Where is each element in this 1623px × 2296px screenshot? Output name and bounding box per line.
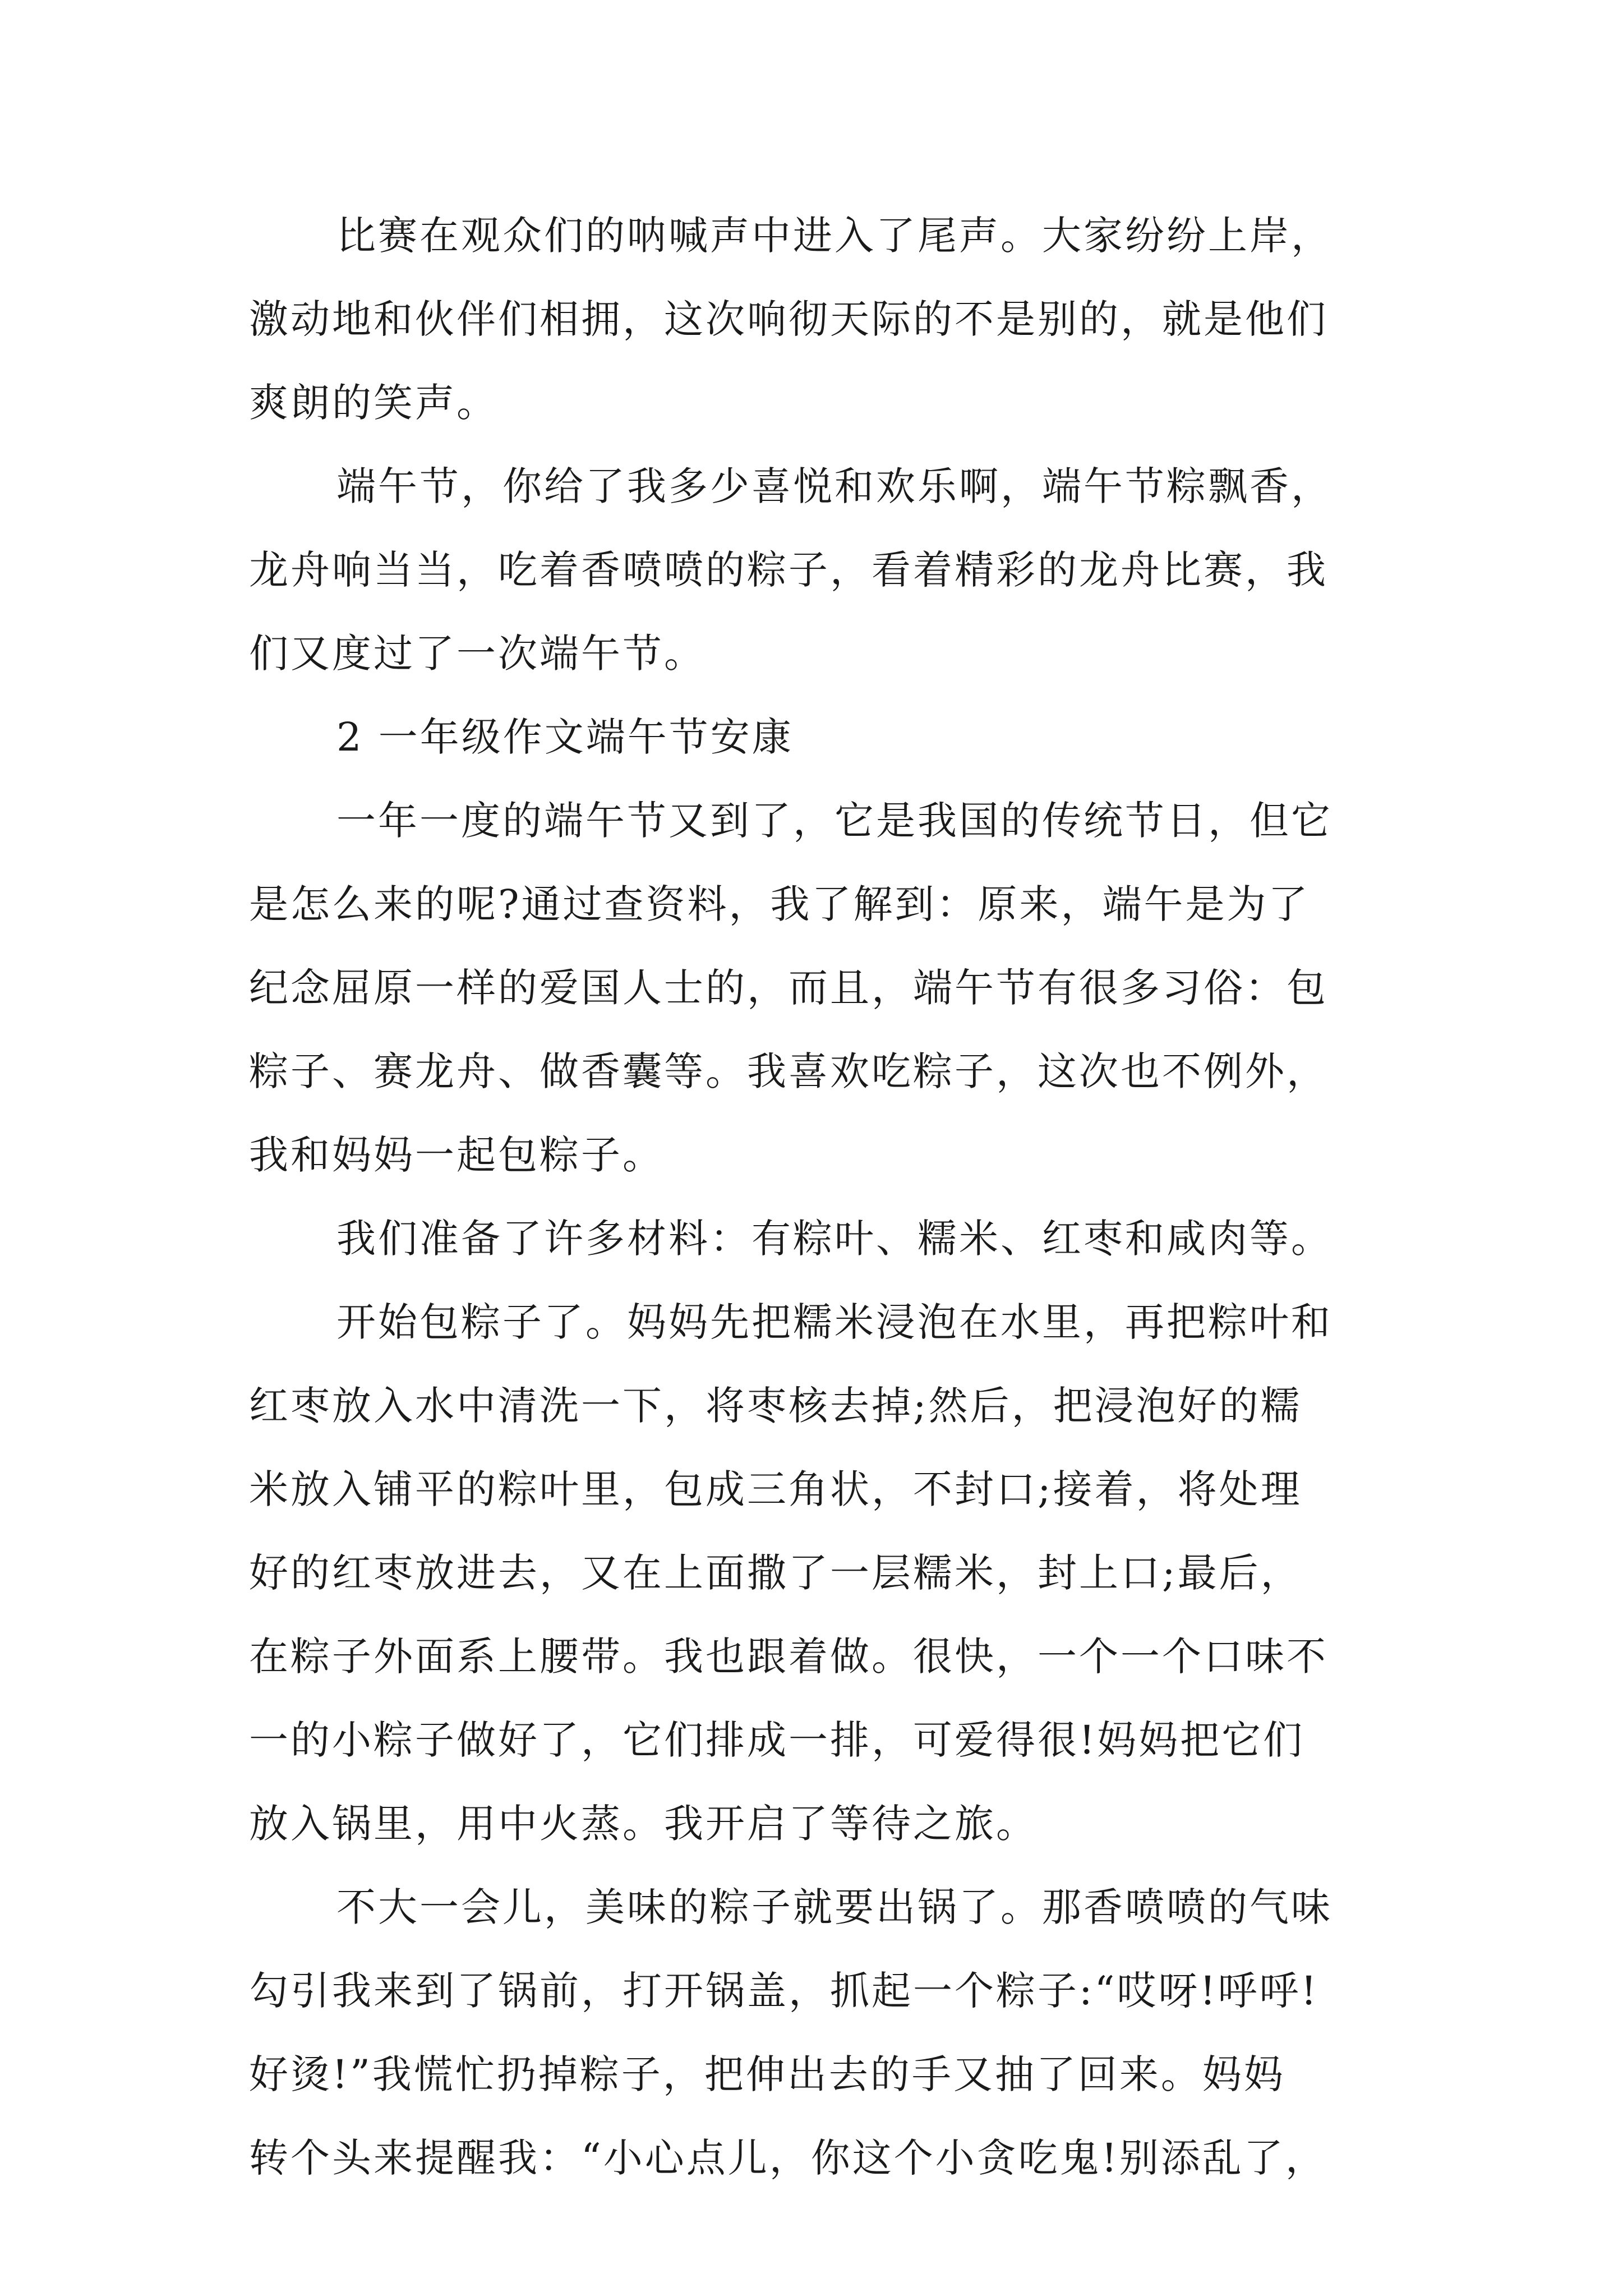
section-heading: 2 一年级作文端午节安康: [336, 714, 794, 760]
text-line: 激动地和伙伴们相拥，这次响彻天际的不是别的，就是他们: [249, 296, 1328, 342]
text-line: 我和妈妈一起包粽子。: [249, 1132, 664, 1178]
text-line: 在粽子外面系上腰带。我也跟着做。很快，一个一个口味不: [249, 1634, 1328, 1680]
text-line: 比赛在观众们的呐喊声中进入了尾声。大家纷纷上岸，: [336, 213, 1332, 259]
text-line: 放入锅里，用中火蒸。我开启了等待之旅。: [249, 1801, 1038, 1847]
text-line: 不大一会儿，美味的粽子就要出锅了。那香喷喷的气味: [336, 1884, 1332, 1930]
text-line: 端午节，你给了我多少喜悦和欢乐啊，端午节粽飘香，: [336, 463, 1332, 509]
text-line: 龙舟响当当，吃着香喷喷的粽子，看着精彩的龙舟比赛，我: [249, 547, 1328, 593]
text-line: 一年一度的端午节又到了，它是我国的传统节日，但它: [336, 798, 1332, 844]
text-line: 一的小粽子做好了，它们排成一排，可爱得很!妈妈把它们: [249, 1717, 1305, 1763]
text-line: 是怎么来的呢?通过查资料，我了解到：原来，端午是为了: [249, 881, 1310, 927]
text-line: 纪念屈原一样的爱国人士的，而且，端午节有很多习俗：包: [249, 965, 1328, 1011]
text-line: 好烫!”我慌忙扔掉粽子，把伸出去的手又抽了回来。妈妈: [249, 2051, 1285, 2097]
text-line: 我们准备了许多材料：有粽叶、糯米、红枣和咸肉等。: [336, 1216, 1332, 1262]
text-line: 勾引我来到了锅前，打开锅盖，抓起一个粽子:“哎呀!呼呼!: [249, 1968, 1319, 2014]
text-line: 转个头来提醒我：“小心点儿，你这个小贪吃鬼!别添乱了，: [249, 2135, 1327, 2181]
text-line: 米放入铺平的粽叶里，包成三角状，不封口;接着，将处理: [249, 1466, 1302, 1512]
text-line: 好的红枣放进去，又在上面撒了一层糯米，封上口;最后，: [249, 1550, 1302, 1596]
text-line: 爽朗的笑声。: [249, 380, 498, 426]
text-line: 粽子、赛龙舟、做香囊等。我喜欢吃粽子，这次也不例外，: [249, 1048, 1328, 1094]
text-line: 开始包粽子了。妈妈先把糯米浸泡在水里，再把粽叶和: [336, 1299, 1332, 1345]
text-line: 们又度过了一次端午节。: [249, 631, 706, 677]
text-line: 红枣放入水中清洗一下，将枣核去掉;然后，把浸泡好的糯: [249, 1383, 1302, 1429]
